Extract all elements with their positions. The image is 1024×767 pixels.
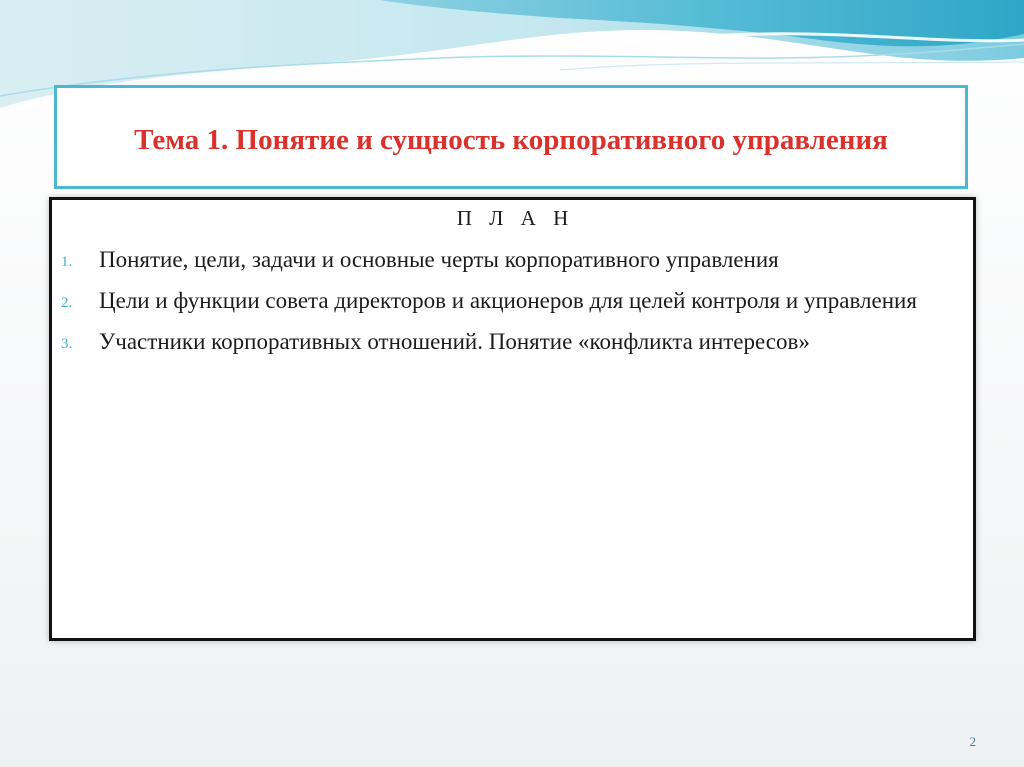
- plan-item-text: Цели и функции совета директоров и акционеров для целей контроля и управления: [99, 288, 917, 313]
- plan-heading: П Л А Н: [456, 206, 575, 230]
- plan-list: [52, 243, 973, 366]
- plan-item-text: Понятие, цели, задачи и основные черты корпоративного управления: [99, 247, 779, 272]
- slide-title: Тема 1. Понятие и сущность корпоративного управления: [134, 123, 888, 156]
- page-number: 2: [969, 734, 976, 749]
- plan-item-2: [52, 284, 973, 317]
- plan-item-number: 3.: [61, 336, 73, 352]
- plan-item-text: Участники корпоративных отношений. Понятие «конфликта интересов»: [99, 329, 810, 354]
- plan-item-3: [52, 325, 973, 358]
- plan-item-number: 1.: [61, 254, 73, 270]
- plan-item-number: 2.: [61, 295, 73, 311]
- plan-item-1: [52, 243, 973, 276]
- title-box: [54, 85, 968, 189]
- plan-box: [49, 197, 976, 641]
